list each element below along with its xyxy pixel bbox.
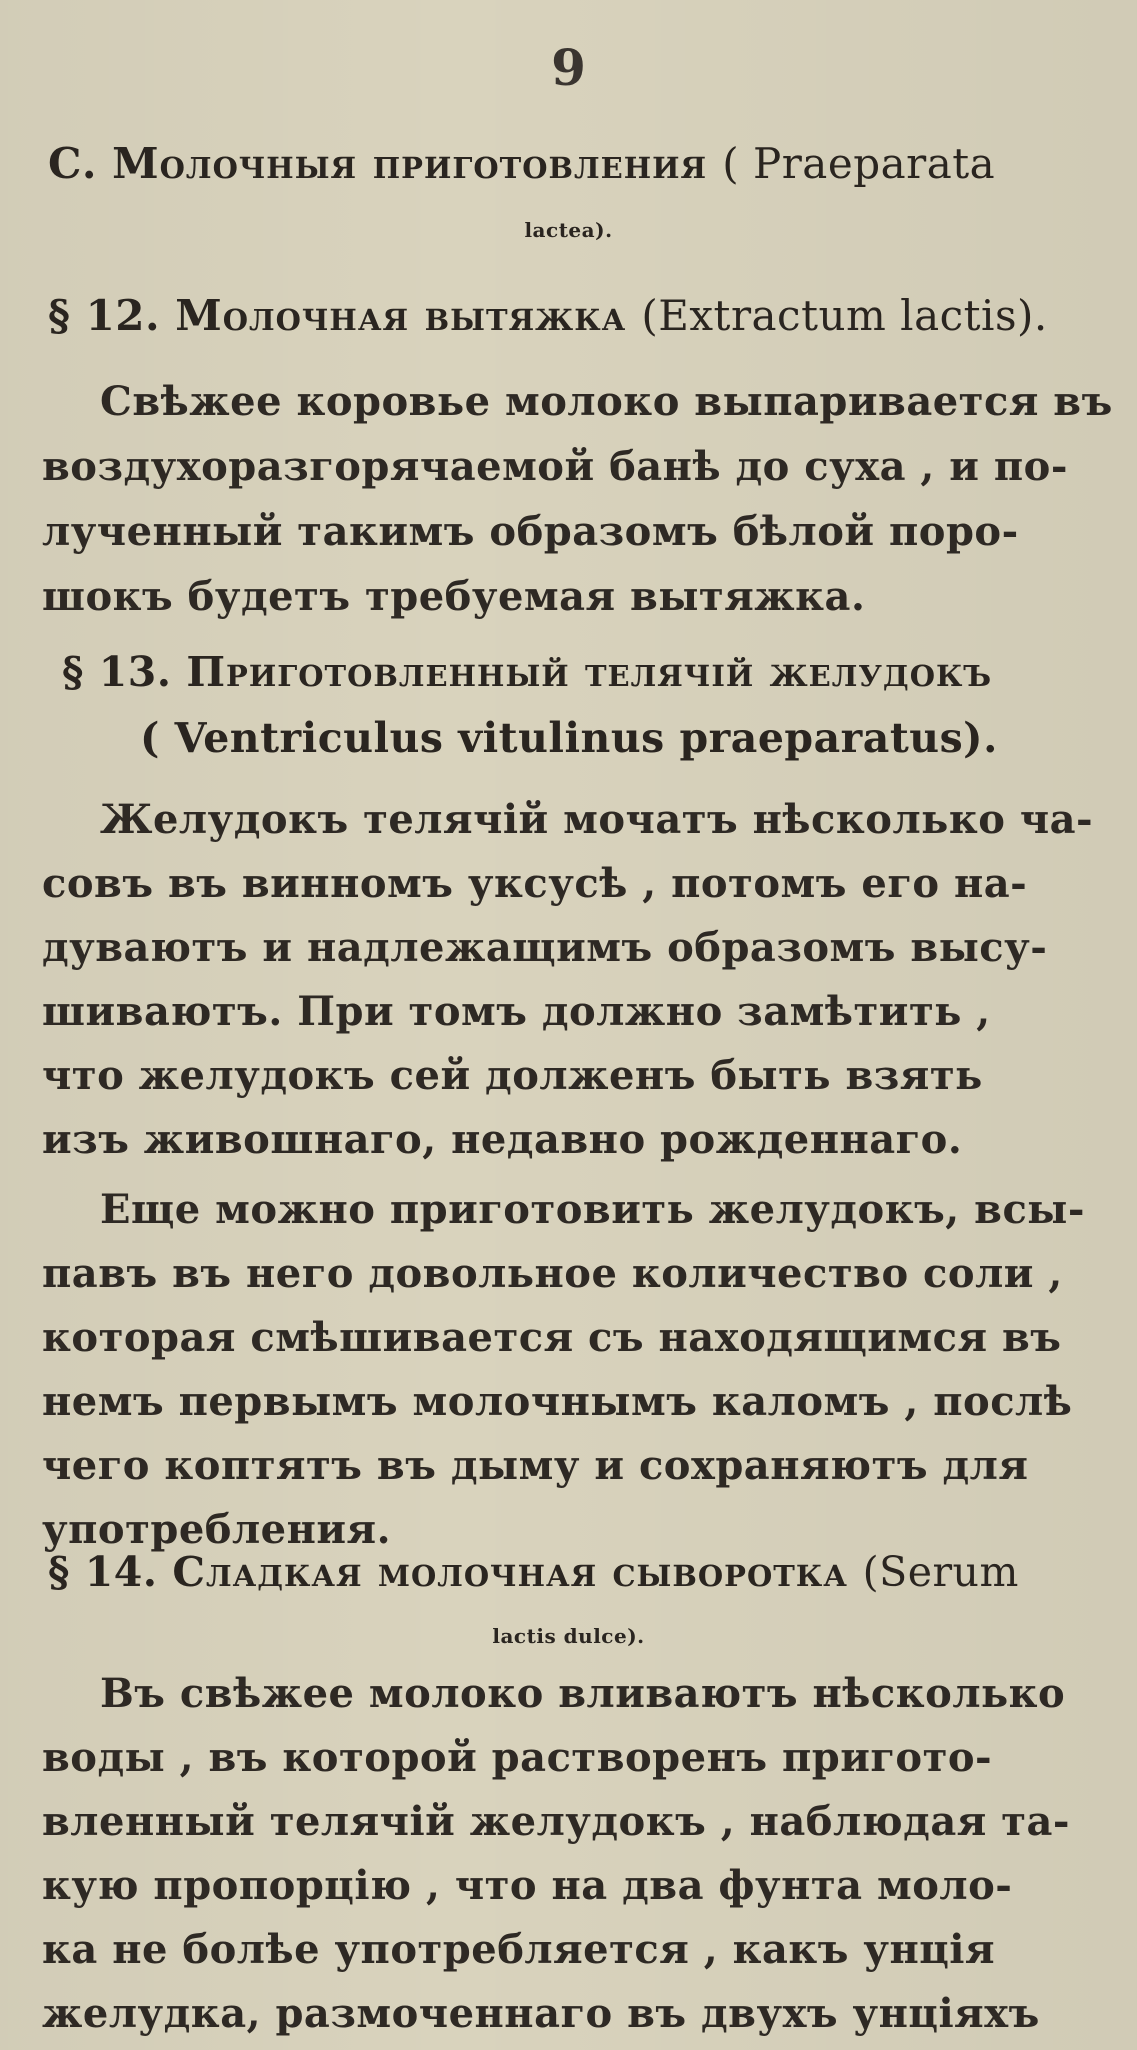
section-12-latin: (Extractum lactis). xyxy=(641,291,1048,340)
section-14-latin: (Serum xyxy=(862,1548,1019,1596)
text-line: дуваютъ и надлежащимъ образомъ высу- xyxy=(42,924,1048,971)
page-number: 9 xyxy=(551,38,586,97)
text-line: шиваютъ. При томъ должно замѣтить , xyxy=(42,988,991,1035)
text-line: чего коптятъ въ дыму и сохраняютъ для xyxy=(42,1442,1029,1489)
text-line: лученный такимъ образомъ бѣлой поро- xyxy=(42,508,1019,555)
section-c-prefix: С. xyxy=(48,139,113,188)
section-13-heading-line xyxy=(62,648,992,696)
section-13-latin: ( Ventriculus vitulinus praeparatus). xyxy=(140,714,998,762)
section-c-title: Молочныя приготовления xyxy=(112,139,708,188)
section-13-number: § 13. xyxy=(62,648,172,696)
section-c-line-1 xyxy=(48,140,995,188)
text-line: которая смѣшивается съ находящимся въ xyxy=(42,1314,1062,1361)
text-line: немъ первымъ молочнымъ каломъ , послѣ xyxy=(42,1378,1073,1425)
text-line: воды , въ которой растворенъ пригото- xyxy=(42,1734,993,1781)
text-line: употребления. xyxy=(42,1506,392,1553)
section-14-heading-line xyxy=(48,1548,1019,1596)
text-line: что желудокъ сей долженъ быть взять xyxy=(42,1052,983,1099)
text-line: шокъ будетъ требуемая вытяжка. xyxy=(42,573,866,620)
text-line: Желудокъ телячій мочатъ нѣсколько ча- xyxy=(100,796,1094,843)
text-line: совъ въ винномъ уксусѣ , потомъ его на- xyxy=(42,860,1028,907)
text-line: павъ въ него довольное количество соли , xyxy=(42,1250,1063,1297)
text-line: изъ живошнаго, недавно рожденнаго. xyxy=(42,1116,963,1163)
text-line: вленный телячій желудокъ , наблюдая та- xyxy=(42,1798,1071,1845)
text-line: желудка, размоченнаго въ двухъ унціяхъ xyxy=(42,1990,1040,2037)
text-line: кую пропорцію , что на два фунта моло- xyxy=(42,1862,1013,1909)
text-line: Свѣжее коровье молоко выпаривается въ xyxy=(100,378,1113,425)
section-12-number: § 12. xyxy=(48,291,161,340)
section-14-number: § 14. xyxy=(48,1548,158,1596)
section-12-heading-line xyxy=(48,292,1048,340)
text-line: ка не болѣе употребляется , какъ унція xyxy=(42,1926,996,1973)
section-c-line-2: lactea). xyxy=(524,218,613,242)
section-14-title: Сладкая молочная сыворотка xyxy=(172,1548,848,1596)
section-13-title: Приготовленный телячій желудокъ xyxy=(186,648,993,696)
section-c-latin: ( Praeparata xyxy=(722,139,996,188)
section-12-title: Молочная вытяжка xyxy=(175,291,627,340)
text-line: воздухоразгорячаемой банѣ до суха , и по- xyxy=(42,443,1068,490)
text-line: Еще можно приготовить желудокъ, всы- xyxy=(100,1186,1085,1233)
text-line: Въ свѣжее молоко вливаютъ нѣсколько xyxy=(100,1670,1066,1717)
section-14-latin-line-2: lactis dulce). xyxy=(492,1624,645,1648)
